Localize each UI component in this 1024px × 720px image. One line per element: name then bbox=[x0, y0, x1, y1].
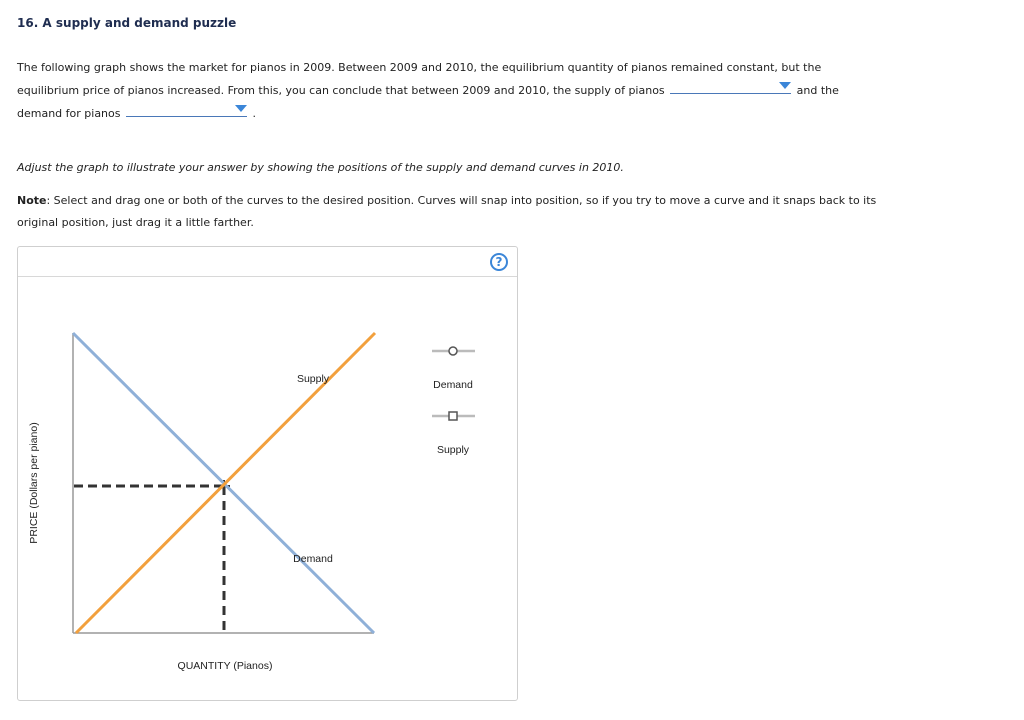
help-icon[interactable]: ? bbox=[490, 253, 508, 271]
question-paragraph bbox=[17, 57, 877, 125]
note-paragraph bbox=[17, 190, 877, 234]
chevron-down-icon bbox=[235, 105, 247, 112]
note-text: : Select and drag one or both of the curves to the desired position. Curves will snap into position, so if you try to move a curve and it snaps back to its original position, just drag it a little farther. bbox=[17, 194, 877, 229]
supply-demand-graph bbox=[18, 247, 517, 700]
legend-demand-label: Demand bbox=[433, 379, 473, 391]
demand-curve-label: Demand bbox=[293, 553, 333, 565]
paragraph-end: . bbox=[252, 107, 256, 120]
question-title: 16. A supply and demand puzzle bbox=[17, 16, 237, 30]
legend-supply-label: Supply bbox=[436, 444, 470, 456]
instruction-text: Adjust the graph to illustrate your answer by showing the positions of the supply and demand curves in 2010. bbox=[17, 161, 624, 174]
chevron-down-icon bbox=[779, 82, 791, 89]
x-axis-label: QUANTITY (Pianos) bbox=[177, 660, 273, 672]
paragraph-text-2: and the demand for pianos bbox=[17, 84, 839, 120]
paragraph-text-1: The following graph shows the market for pianos in 2009. Between 2009 and 2010, the equilibrium quantity of pianos remained constant, but the equilibrium price of pianos increased. From this, you can conclude that between 2009 and 2010, the supply of pianos bbox=[17, 61, 822, 97]
supply-curve-label: Supply bbox=[296, 373, 330, 385]
square-icon bbox=[449, 412, 457, 420]
y-axis-label: PRICE (Dollars per piano) bbox=[28, 422, 40, 544]
graph-panel bbox=[17, 246, 518, 701]
demand-dropdown[interactable] bbox=[126, 102, 247, 117]
legend-demand-tool[interactable] bbox=[432, 347, 475, 355]
supply-dropdown[interactable] bbox=[670, 79, 791, 94]
note-label: Note bbox=[17, 194, 47, 207]
legend-supply-tool[interactable] bbox=[432, 412, 475, 420]
circle-icon bbox=[449, 347, 457, 355]
